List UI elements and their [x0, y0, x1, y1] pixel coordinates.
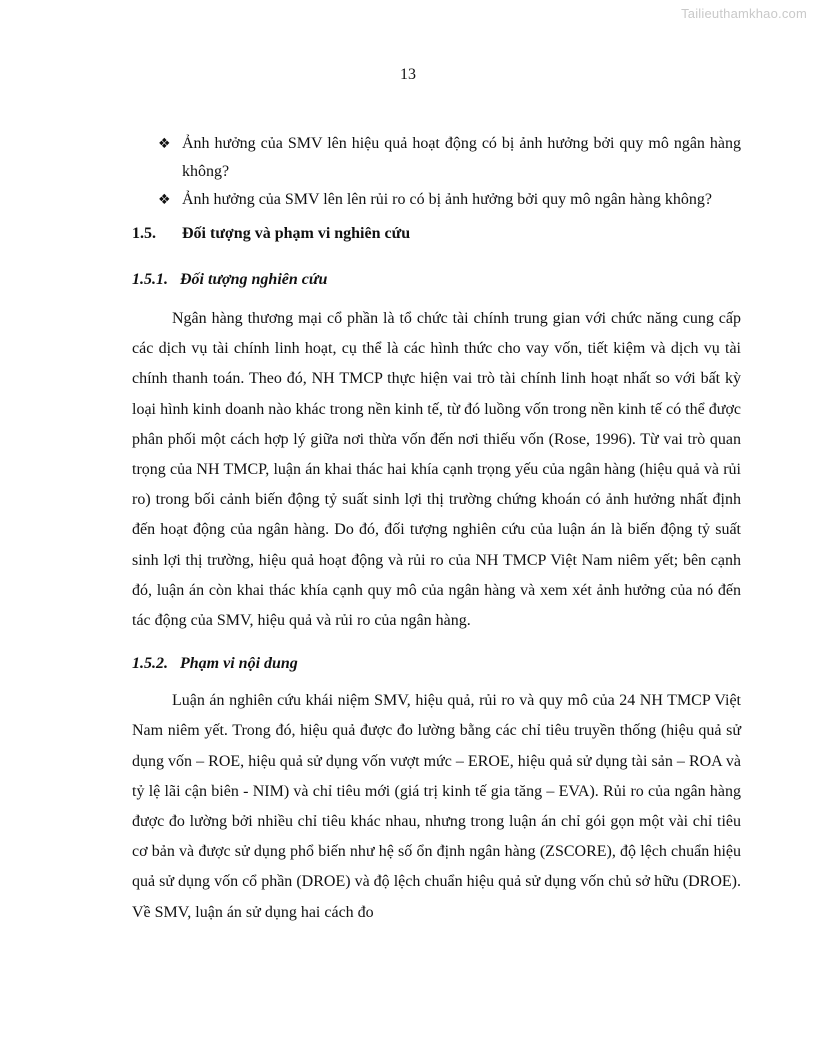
- page-number: 13: [400, 66, 416, 83]
- section-number: 1.5.: [132, 225, 156, 242]
- list-item: [132, 130, 741, 186]
- subsection-heading: [132, 268, 741, 292]
- section-title: Đối tượng và phạm vi nghiên cứu: [182, 225, 411, 242]
- subsection-title: Đối tượng nghiên cứu: [180, 271, 328, 288]
- document-body: [132, 130, 741, 928]
- paragraph: Ngân hàng thương mại cổ phần là tổ chức tài chính trung gian với chức năng cung cấp các dịch vụ tài chính linh hoạt, cụ thể là các hình thức cho vay vốn, tiết kiệm và dịch vụ tài chính thanh toán. Theo đó, NH TMCP thực hiện vai trò tài chính linh hoạt nhất so với bất kỳ loại hình kinh doanh nào khác trong nền kinh tế, từ đó luồng vốn trong nền kinh tế có thể được phân phối một cách hợp lý giữa nơi thừa vốn đến nơi thiếu vốn (Rose, 1996). Từ vai trò quan trọng của NH TMCP, luận án khai thác hai khía cạnh trọng yếu của ngân hàng (hiệu quả và rủi ro) trong bối cảnh biến động tỷ suất sinh lợi thị trường chứng khoán có ảnh hưởng nhất định đến hoạt động của ngân hàng. Do đó, đối tượng nghiên cứu của luận án là biến động tỷ suất sinh lợi thị trường, hiệu quả hoạt động và rủi ro của NH TMCP Việt Nam niêm yết; bên cạnh đó, luận án còn khai thác khía cạnh quy mô của ngân hàng và xem xét ảnh hưởng của nó đến tác động của SMV, hiệu quả và rủi ro của ngân hàng.: [132, 310, 741, 630]
- bullet-text: Ảnh hưởng của SMV lên hiệu quả hoạt động có bị ảnh hưởng bởi quy mô ngân hàng không?: [182, 135, 741, 180]
- bullet-text: Ảnh hưởng của SMV lên lên rủi ro có bị ảnh hưởng bởi quy mô ngân hàng không?: [182, 191, 712, 208]
- subsection-number: 1.5.1.: [132, 271, 168, 288]
- diamond-bullet-icon: ❖: [158, 192, 171, 208]
- watermark: Tailieuthamkhao.com: [681, 6, 807, 21]
- subsection-heading: [132, 652, 741, 676]
- paragraph: Luận án nghiên cứu khái niệm SMV, hiệu quả, rủi ro và quy mô của 24 NH TMCP Việt Nam niêm yết. Trong đó, hiệu quả được đo lường bằng các chỉ tiêu truyền thống (hiệu quả sử dụng vốn – ROE, hiệu quả sử dụng vốn vượt mức – EROE, hiệu quả sử dụng tài sản – ROA và tỷ lệ lãi cận biên - NIM) và chỉ tiêu mới (giá trị kinh tế gia tăng – EVA). Rủi ro của ngân hàng được đo lường bởi nhiều chỉ tiêu khác nhau, nhưng trong luận án chỉ gói gọn một vài chỉ tiêu cơ bản và được sử dụng phổ biến như hệ số ổn định ngân hàng (ZSCORE), độ lệch chuẩn hiệu quả sử dụng vốn cổ phần (DROE) và độ lệch chuẩn hiệu quả sử dụng vốn chủ sở hữu (DROE). Về SMV, luận án sử dụng hai cách đo: [132, 692, 741, 921]
- list-item: [132, 186, 741, 214]
- subsection-number: 1.5.2.: [132, 655, 168, 673]
- subsection-title: Phạm vi nội dung: [180, 655, 298, 673]
- bullet-list: [132, 130, 741, 214]
- diamond-bullet-icon: ❖: [158, 136, 171, 152]
- section-heading: [132, 220, 741, 250]
